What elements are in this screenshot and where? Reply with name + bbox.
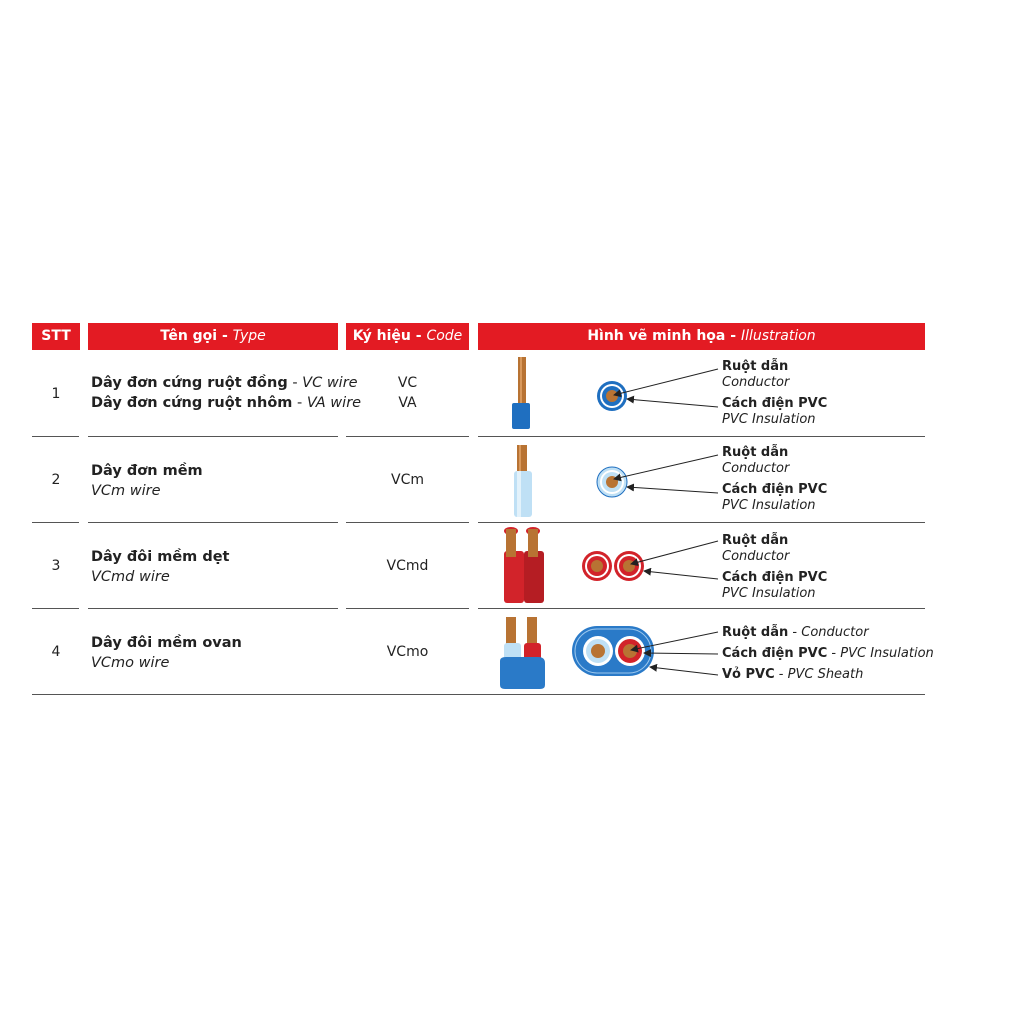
conductor-strand [517,445,527,475]
table-row [0,437,1024,523]
label-sheath: Vỏ PVC - PVC Sheath [722,667,864,682]
insulation-jacket [504,551,524,603]
wire-illustration [0,351,1024,437]
row-number: 3 [51,558,61,574]
insulation-jacket [512,403,530,429]
wire-type: Dây đôi mềm ovan VCmo wire [91,635,242,671]
label-conductor: Ruột dẫn Conductor [722,359,790,390]
wire-illustration [0,523,1024,609]
wire-illustration [0,437,1024,523]
insulation-jacket [514,471,532,517]
label-conductor: Ruột dẫn Conductor [722,533,790,564]
row-number: 1 [51,386,61,402]
wire-type: Dây đôi mềm dẹt VCmd wire [91,549,230,585]
label-insulation: Cách điện PVC PVC Insulation [722,482,828,513]
wire-type: Dây đơn mềm VCm wire [91,463,203,499]
header-stt: STT [32,323,80,350]
row-number: 2 [51,472,61,488]
table-row [0,609,1024,695]
label-insulation: Cách điện PVC PVC Insulation [722,396,828,427]
wire-code: VC VA [397,375,418,411]
conductor-cross-section [606,390,618,402]
label-insulation: Cách điện PVC PVC Insulation [722,570,828,601]
conductor-cross-section [623,644,637,658]
table-row [0,351,1024,437]
table-row [0,523,1024,609]
label-conductor: Ruột dẫn Conductor [722,445,790,476]
conductor-cross-section [623,560,635,572]
wire-code: VCm [391,472,424,488]
wire-type: Dây đơn cứng ruột đồng - VC wire Dây đơn cứng ruột nhôm - VA wire [91,375,362,411]
header-code: Ký hiệu - Code [346,323,469,350]
sheath-jacket [500,657,545,689]
label-conductor: Ruột dẫn - Conductor [722,625,869,640]
header-type: Tên gọi - Type [88,323,338,350]
header-illustration: Hình vẽ minh họa - Illustration [478,323,925,350]
conductor-strand [506,529,516,557]
conductor-strand [506,617,516,647]
conductor-cross-section [606,476,618,488]
wire-code: VCmo [386,644,429,660]
label-insulation: Cách điện PVC - PVC Insulation [722,646,934,661]
row-number: 4 [51,644,61,660]
wire-code: VCmd [386,558,429,574]
